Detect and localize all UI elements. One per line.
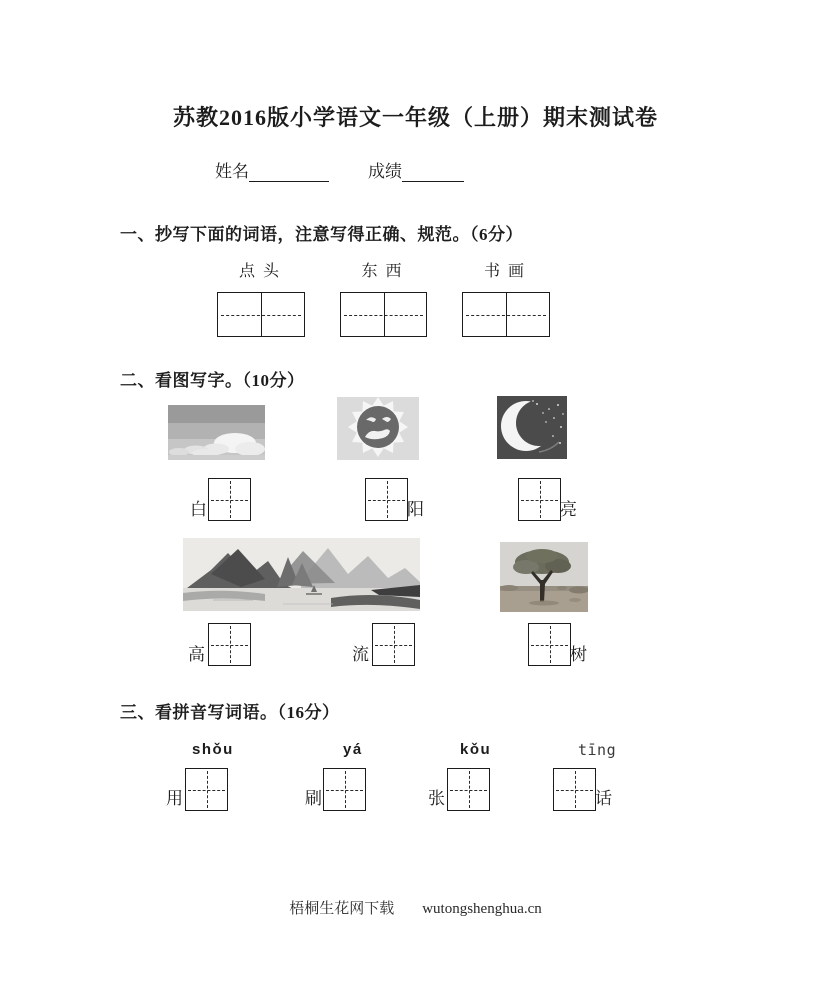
tian-grid-box: [208, 623, 251, 666]
mountains-river-ink-painting: [183, 538, 420, 611]
page-footer: [0, 897, 831, 918]
given-char-label: 刷: [305, 789, 322, 808]
given-char-label: 流: [352, 645, 369, 664]
score-label: 成绩: [368, 162, 402, 181]
tian-grid-box: [447, 768, 490, 811]
pinyin-label: kǒu: [460, 741, 492, 758]
copy-word-label: 点 头: [238, 263, 281, 280]
copy-word-label: 书 画: [483, 263, 526, 280]
tian-grid-hline: [368, 500, 405, 501]
tian-grid-box: [185, 768, 228, 811]
given-char-label: 用: [166, 789, 183, 808]
tian-grid-box: [372, 623, 415, 666]
tian-grid-hline: [188, 790, 225, 791]
given-char-label: 亮: [560, 500, 577, 519]
copy-word-label: 东 西: [361, 263, 404, 280]
section-3-heading: 三、看拼音写词语。（16分）: [120, 703, 340, 722]
given-char-label: 白: [190, 500, 207, 519]
tian-grid-hline: [211, 500, 248, 501]
pinyin-label: yá: [343, 741, 363, 758]
copy-grid-box: [340, 292, 427, 337]
tian-grid-hline: [521, 500, 558, 501]
section-2-heading: 二、看图写字。（10分）: [120, 371, 305, 390]
name-label: 姓名: [215, 162, 249, 181]
page-title: 苏教2016版小学语文一年级（上册）期末测试卷: [172, 105, 658, 130]
sun-with-face-image: [337, 397, 419, 460]
tian-grid-hline: [326, 790, 363, 791]
section-1-heading: 一、抄写下面的词语，注意写得正确、规范。（6分）: [120, 225, 523, 244]
copy-grid-midline: [466, 315, 546, 316]
copy-grid-box: [217, 292, 305, 337]
score-field: [368, 157, 464, 182]
footer-site-name: 梧桐生花网下载: [289, 901, 395, 917]
copy-grid-box: [462, 292, 550, 337]
tian-grid-box: [528, 623, 571, 666]
tian-grid-box: [208, 478, 251, 521]
tian-grid-hline: [375, 645, 412, 646]
name-field: [215, 157, 329, 182]
crescent-moon-photo: [497, 396, 567, 459]
tian-grid-hline: [531, 645, 568, 646]
given-char-label: 话: [595, 789, 612, 808]
score-blank-line: [402, 164, 464, 182]
tian-grid-box: [365, 478, 408, 521]
copy-grid-midline: [344, 315, 423, 316]
tian-grid-box: [518, 478, 561, 521]
clouds-in-sky-photo: [168, 405, 265, 460]
lone-tree-photo: [500, 542, 588, 612]
pinyin-label: shǒu: [192, 741, 234, 758]
given-char-label: 高: [188, 645, 205, 664]
given-char-label: 树: [570, 645, 587, 664]
copy-grid-midline: [221, 315, 301, 316]
tian-grid-box: [553, 768, 596, 811]
tian-grid-hline: [211, 645, 248, 646]
footer-site-url: wutongshenghua.cn: [422, 901, 542, 917]
pinyin-label: tīng: [578, 741, 617, 759]
tian-grid-hline: [556, 790, 593, 791]
name-blank-line: [249, 164, 329, 182]
tian-grid-box: [323, 768, 366, 811]
tian-grid-hline: [450, 790, 487, 791]
given-char-label: 阳: [407, 500, 424, 519]
given-char-label: 张: [428, 789, 445, 808]
